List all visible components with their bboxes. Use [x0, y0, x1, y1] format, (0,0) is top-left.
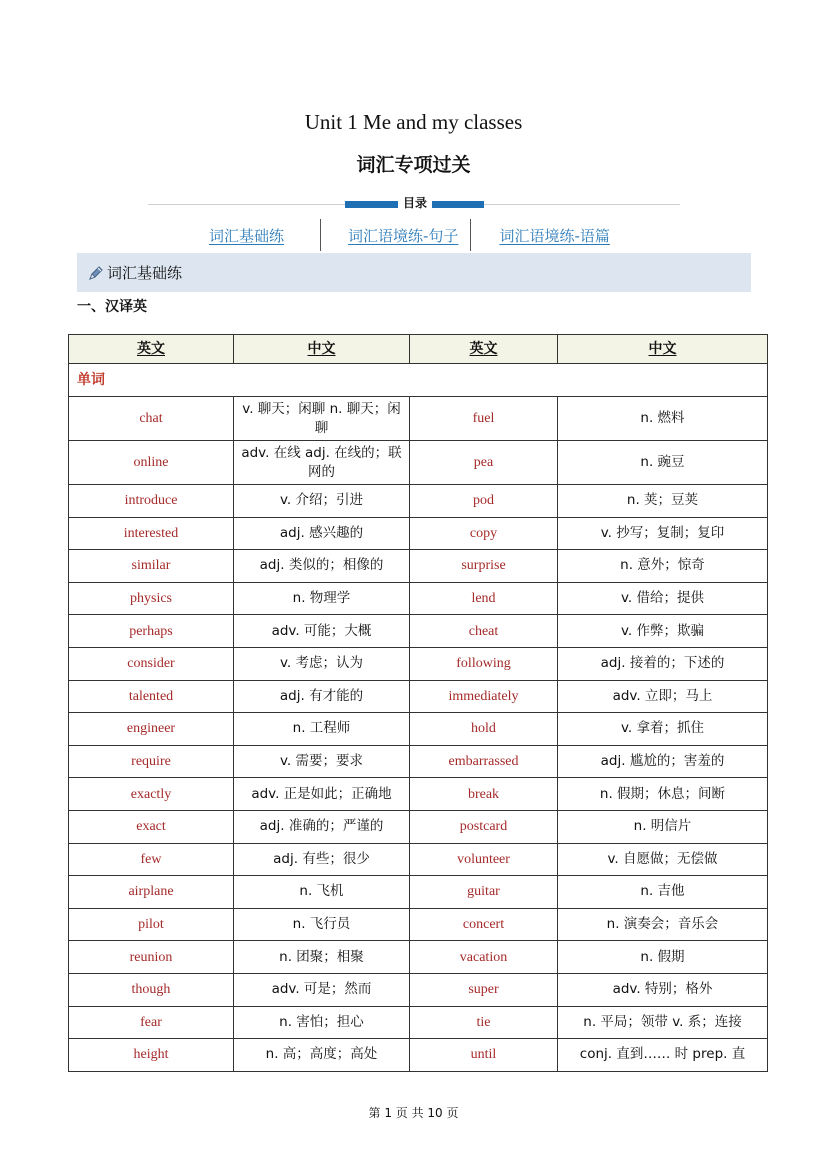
chinese-meaning: adj. 有些；很少 — [234, 843, 410, 876]
english-word: guitar — [410, 876, 558, 909]
english-word: vacation — [410, 941, 558, 974]
table-row — [69, 713, 768, 746]
chinese-meaning: v. 考虑；认为 — [234, 647, 410, 680]
chinese-meaning: v. 借给；提供 — [558, 582, 768, 615]
chinese-meaning: n. 平局；领带 v. 系；连接 — [558, 1006, 768, 1039]
table-row — [69, 778, 768, 811]
english-word: pilot — [69, 908, 234, 941]
chinese-meaning: adj. 准确的；严谨的 — [234, 810, 410, 843]
chinese-meaning: n. 演奏会；音乐会 — [558, 908, 768, 941]
chinese-meaning: adj. 尴尬的；害羞的 — [558, 745, 768, 778]
table-row — [69, 1006, 768, 1039]
chinese-meaning: v. 需要；要求 — [234, 745, 410, 778]
chinese-meaning: v. 作弊；欺骗 — [558, 615, 768, 648]
table-row — [69, 550, 768, 583]
page-title: Unit 1 Me and my classes — [304, 110, 523, 134]
english-word: physics — [69, 582, 234, 615]
english-word: concert — [410, 908, 558, 941]
toc-bar-left — [345, 201, 401, 208]
table-row — [69, 745, 768, 778]
english-word: consider — [69, 647, 234, 680]
english-word: airplane — [69, 876, 234, 909]
english-word: break — [410, 778, 558, 811]
vocab-table — [68, 334, 768, 1072]
toc-link-basic[interactable]: 词汇基础练 — [209, 226, 285, 245]
table-row — [69, 876, 768, 909]
chinese-meaning: adv. 立即；马上 — [558, 680, 768, 713]
header-english: 英文 — [410, 335, 558, 364]
chinese-meaning: n. 豌豆 — [558, 441, 768, 485]
chinese-meaning: adv. 在线 adj. 在线的；联网的 — [234, 441, 410, 485]
english-word: postcard — [410, 810, 558, 843]
section-banner — [77, 253, 751, 292]
chinese-meaning: n. 燃料 — [558, 397, 768, 441]
header-chinese: 中文 — [234, 335, 410, 364]
table-row — [69, 680, 768, 713]
table-row — [69, 810, 768, 843]
chinese-meaning: n. 明信片 — [558, 810, 768, 843]
chinese-meaning: n. 害怕；担心 — [234, 1006, 410, 1039]
english-word: fuel — [410, 397, 558, 441]
table-row — [69, 397, 768, 441]
table-row — [69, 1039, 768, 1072]
table-row — [69, 647, 768, 680]
chinese-meaning: v. 聊天；闲聊 n. 聊天；闲聊 — [234, 397, 410, 441]
chinese-meaning: n. 高；高度；高处 — [234, 1039, 410, 1072]
table-row — [69, 582, 768, 615]
chinese-meaning: n. 物理学 — [234, 582, 410, 615]
sub-heading: 一、汉译英 — [77, 299, 147, 315]
toc-separator — [320, 219, 321, 251]
english-word: cheat — [410, 615, 558, 648]
chinese-meaning: v. 抄写；复制；复印 — [558, 517, 768, 550]
table-row — [69, 615, 768, 648]
toc-link-passage[interactable]: 词汇语境练-语篇 — [499, 226, 610, 245]
chinese-meaning: n. 飞机 — [234, 876, 410, 909]
chinese-meaning: n. 吉他 — [558, 876, 768, 909]
chinese-meaning: v. 自愿做；无偿做 — [558, 843, 768, 876]
chinese-meaning: adv. 可能；大概 — [234, 615, 410, 648]
toc-links — [180, 218, 660, 252]
english-word: lend — [410, 582, 558, 615]
english-word: exactly — [69, 778, 234, 811]
english-word: copy — [410, 517, 558, 550]
page-subtitle: 词汇专项过关 — [356, 154, 471, 176]
table-row — [69, 973, 768, 1006]
chinese-meaning: adv. 特别；格外 — [558, 973, 768, 1006]
english-word: following — [410, 647, 558, 680]
english-word: surprise — [410, 550, 558, 583]
english-word: until — [410, 1039, 558, 1072]
category-label: 单词 — [69, 364, 768, 397]
chinese-meaning: n. 假期 — [558, 941, 768, 974]
header-chinese: 中文 — [558, 335, 768, 364]
table-row — [69, 441, 768, 485]
table-row — [69, 517, 768, 550]
english-word: height — [69, 1039, 234, 1072]
english-word: pea — [410, 441, 558, 485]
english-word: similar — [69, 550, 234, 583]
chinese-meaning: conj. 直到…… 时 prep. 直 — [558, 1039, 768, 1072]
english-word: introduce — [69, 485, 234, 518]
chinese-meaning: v. 介绍；引进 — [234, 485, 410, 518]
table-row — [69, 908, 768, 941]
english-word: interested — [69, 517, 234, 550]
english-word: few — [69, 843, 234, 876]
english-word: though — [69, 973, 234, 1006]
english-word: reunion — [69, 941, 234, 974]
toc-link-sentence[interactable]: 词汇语境练-句子 — [348, 226, 459, 245]
english-word: super — [410, 973, 558, 1006]
english-word: hold — [410, 713, 558, 746]
english-word: exact — [69, 810, 234, 843]
toc-label: 目录 — [398, 194, 432, 211]
page-footer: 第 1 页 共 10 页 — [368, 1106, 459, 1120]
english-word: volunteer — [410, 843, 558, 876]
english-word: require — [69, 745, 234, 778]
chinese-meaning: n. 飞行员 — [234, 908, 410, 941]
table-row — [69, 941, 768, 974]
english-word: embarrassed — [410, 745, 558, 778]
table-row — [69, 843, 768, 876]
table-row — [69, 485, 768, 518]
pen-icon — [87, 264, 105, 282]
chinese-meaning: v. 拿着；抓住 — [558, 713, 768, 746]
chinese-meaning: adv. 可是；然而 — [234, 973, 410, 1006]
toc-bar-right — [428, 201, 484, 208]
section-title: 词汇基础练 — [107, 264, 183, 282]
chinese-meaning: adj. 有才能的 — [234, 680, 410, 713]
toc-separator — [470, 219, 471, 251]
chinese-meaning: adj. 感兴趣的 — [234, 517, 410, 550]
english-word: pod — [410, 485, 558, 518]
english-word: chat — [69, 397, 234, 441]
chinese-meaning: n. 意外；惊奇 — [558, 550, 768, 583]
chinese-meaning: n. 假期；休息；间断 — [558, 778, 768, 811]
chinese-meaning: n. 荚；豆荚 — [558, 485, 768, 518]
english-word: engineer — [69, 713, 234, 746]
chinese-meaning: n. 工程师 — [234, 713, 410, 746]
chinese-meaning: adv. 正是如此；正确地 — [234, 778, 410, 811]
english-word: immediately — [410, 680, 558, 713]
english-word: tie — [410, 1006, 558, 1039]
english-word: perhaps — [69, 615, 234, 648]
english-word: fear — [69, 1006, 234, 1039]
chinese-meaning: adj. 接着的；下述的 — [558, 647, 768, 680]
english-word: online — [69, 441, 234, 485]
english-word: talented — [69, 680, 234, 713]
chinese-meaning: n. 团聚；相聚 — [234, 941, 410, 974]
chinese-meaning: adj. 类似的；相像的 — [234, 550, 410, 583]
header-english: 英文 — [69, 335, 234, 364]
